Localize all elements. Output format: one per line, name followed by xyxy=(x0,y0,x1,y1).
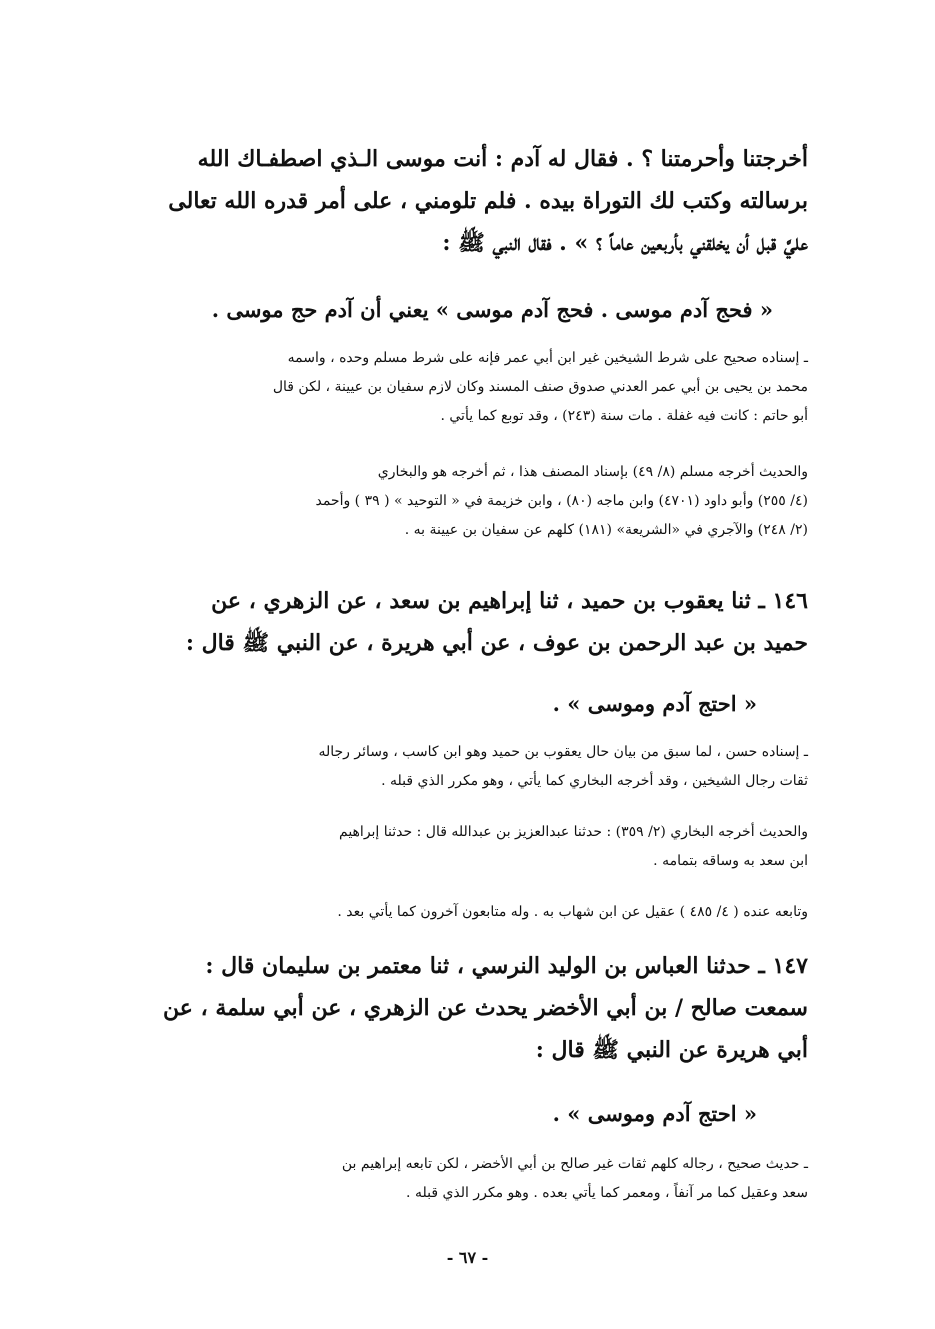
isnad-note xyxy=(128,344,808,431)
text-line: ١٤٦ ـ ثنا يعقوب بن حميد ، ثنا إبراهيم بن سعد ، عن الزهري ، عن xyxy=(211,588,808,614)
takhrij-note xyxy=(128,818,808,876)
page-number: - ٦٧ - xyxy=(446,1248,489,1267)
mutaba-note xyxy=(128,898,808,927)
hadith-146 xyxy=(128,580,808,664)
note-line: أبو حاتم : كانت فيه غفلة . مات سنة (٢٤٣) ، وقد توبع كما يأتي . xyxy=(440,408,808,424)
note-line: سعد وعقيل كما مر آنفاً ، ومعمر كما يأتي بعده . وهو مكرر الذي قبله . xyxy=(406,1185,808,1201)
note-line: ـ إسناده صحيح على شرط الشيخين غير ابن أبي عمر فإنه على شرط مسلم وحده ، واسمه xyxy=(287,350,808,366)
note-line: وتابعه عنده ( ٤/ ٤٨٥ ) عقيل عن ابن شهاب به . وله متابعون آخرون كما يأتي بعد . xyxy=(337,904,808,920)
text-line: أخرجتنا وأحرمتنا ؟ . فقال له آدم : أنت موسى الـذي اصطفـاك الله xyxy=(197,146,808,172)
note-line: ـ حديث صحيح ، رجاله كلهم ثقات غير صالح بن أبي الأخضر ، لكن تابعه إبراهيم بن xyxy=(341,1156,808,1172)
isnad-note xyxy=(128,1150,808,1208)
note-line: (٤/ ٢٥٥) وأبو داود (٤٧٠١) وابن ماجه (٨٠) ، وابن خزيمة في « التوحيد » ( ٣٩ ) وأحمد xyxy=(315,493,808,509)
text-line: سمعت صالح / بن أبي الأخضر يحدث عن الزهري ، عن أبي سلمة ، عن xyxy=(163,995,808,1021)
text-line: ١٤٧ ـ حدثنا العباس بن الوليد النرسي ، ثنا معتمر بن سليمان قال : xyxy=(205,953,808,979)
note-line: ـ إسناده حسن ، لما سبق من بيان حال يعقوب بن حميد وهو ابن كاسب ، وسائر رجاله xyxy=(318,744,808,760)
isnad-note xyxy=(128,738,808,796)
note-line: محمد بن يحيى بن أبي عمر العدني صدوق صنف المسند وكان لازم سفيان بن عيينة ، لكن قال xyxy=(272,379,808,395)
text-line: برسالته وكتب لك التوراة بيده . فلم تلومني ، على أمر قدره الله تعالى xyxy=(168,188,808,214)
hadith-quote: « احتج آدم وموسى » . xyxy=(552,1101,757,1126)
note-line: ابن سعد به وساقه بتمامه . xyxy=(653,853,808,869)
text-line: أبي هريرة عن النبي ﷺ قال : xyxy=(535,1037,808,1063)
hadith-147 xyxy=(128,945,808,1071)
text-line: حميد بن عبد الرحمن بن عوف ، عن أبي هريرة ، عن النبي ﷺ قال : xyxy=(185,630,808,656)
hadith-text-continued xyxy=(128,138,808,264)
hadith-quote: « فحج آدم موسى . فحج آدم موسى » يعني أن آدم حج موسى . xyxy=(211,297,773,322)
note-line: والحديث أخرجه البخاري (٢/ ٣٥٩) : حدثنا عبدالعزيز بن عبدالله قال : حدثنا إبراهيم xyxy=(339,824,808,840)
note-line: ثقات رجال الشيخين ، وقد أخرجه البخاري كما يأتي ، وهو مكرر الذي قبله . xyxy=(381,773,808,789)
takhrij-note xyxy=(128,458,808,545)
text-line: عليَّ قبل أن يخلقني بأربعين عاماً ؟ » . فقال النبي ﷺ : xyxy=(442,230,808,256)
note-line: (٢/ ٢٤٨) والآجري في «الشريعة» (١٨١) كلهم عن سفيان بن عيينة به . xyxy=(404,522,808,538)
hadith-quote: « احتج آدم وموسى » . xyxy=(552,691,757,716)
note-line: والحديث أخرجه مسلم (٨/ ٤٩) بإسناد المصنف هذا ، ثم أخرجه هو والبخاري xyxy=(377,464,808,480)
